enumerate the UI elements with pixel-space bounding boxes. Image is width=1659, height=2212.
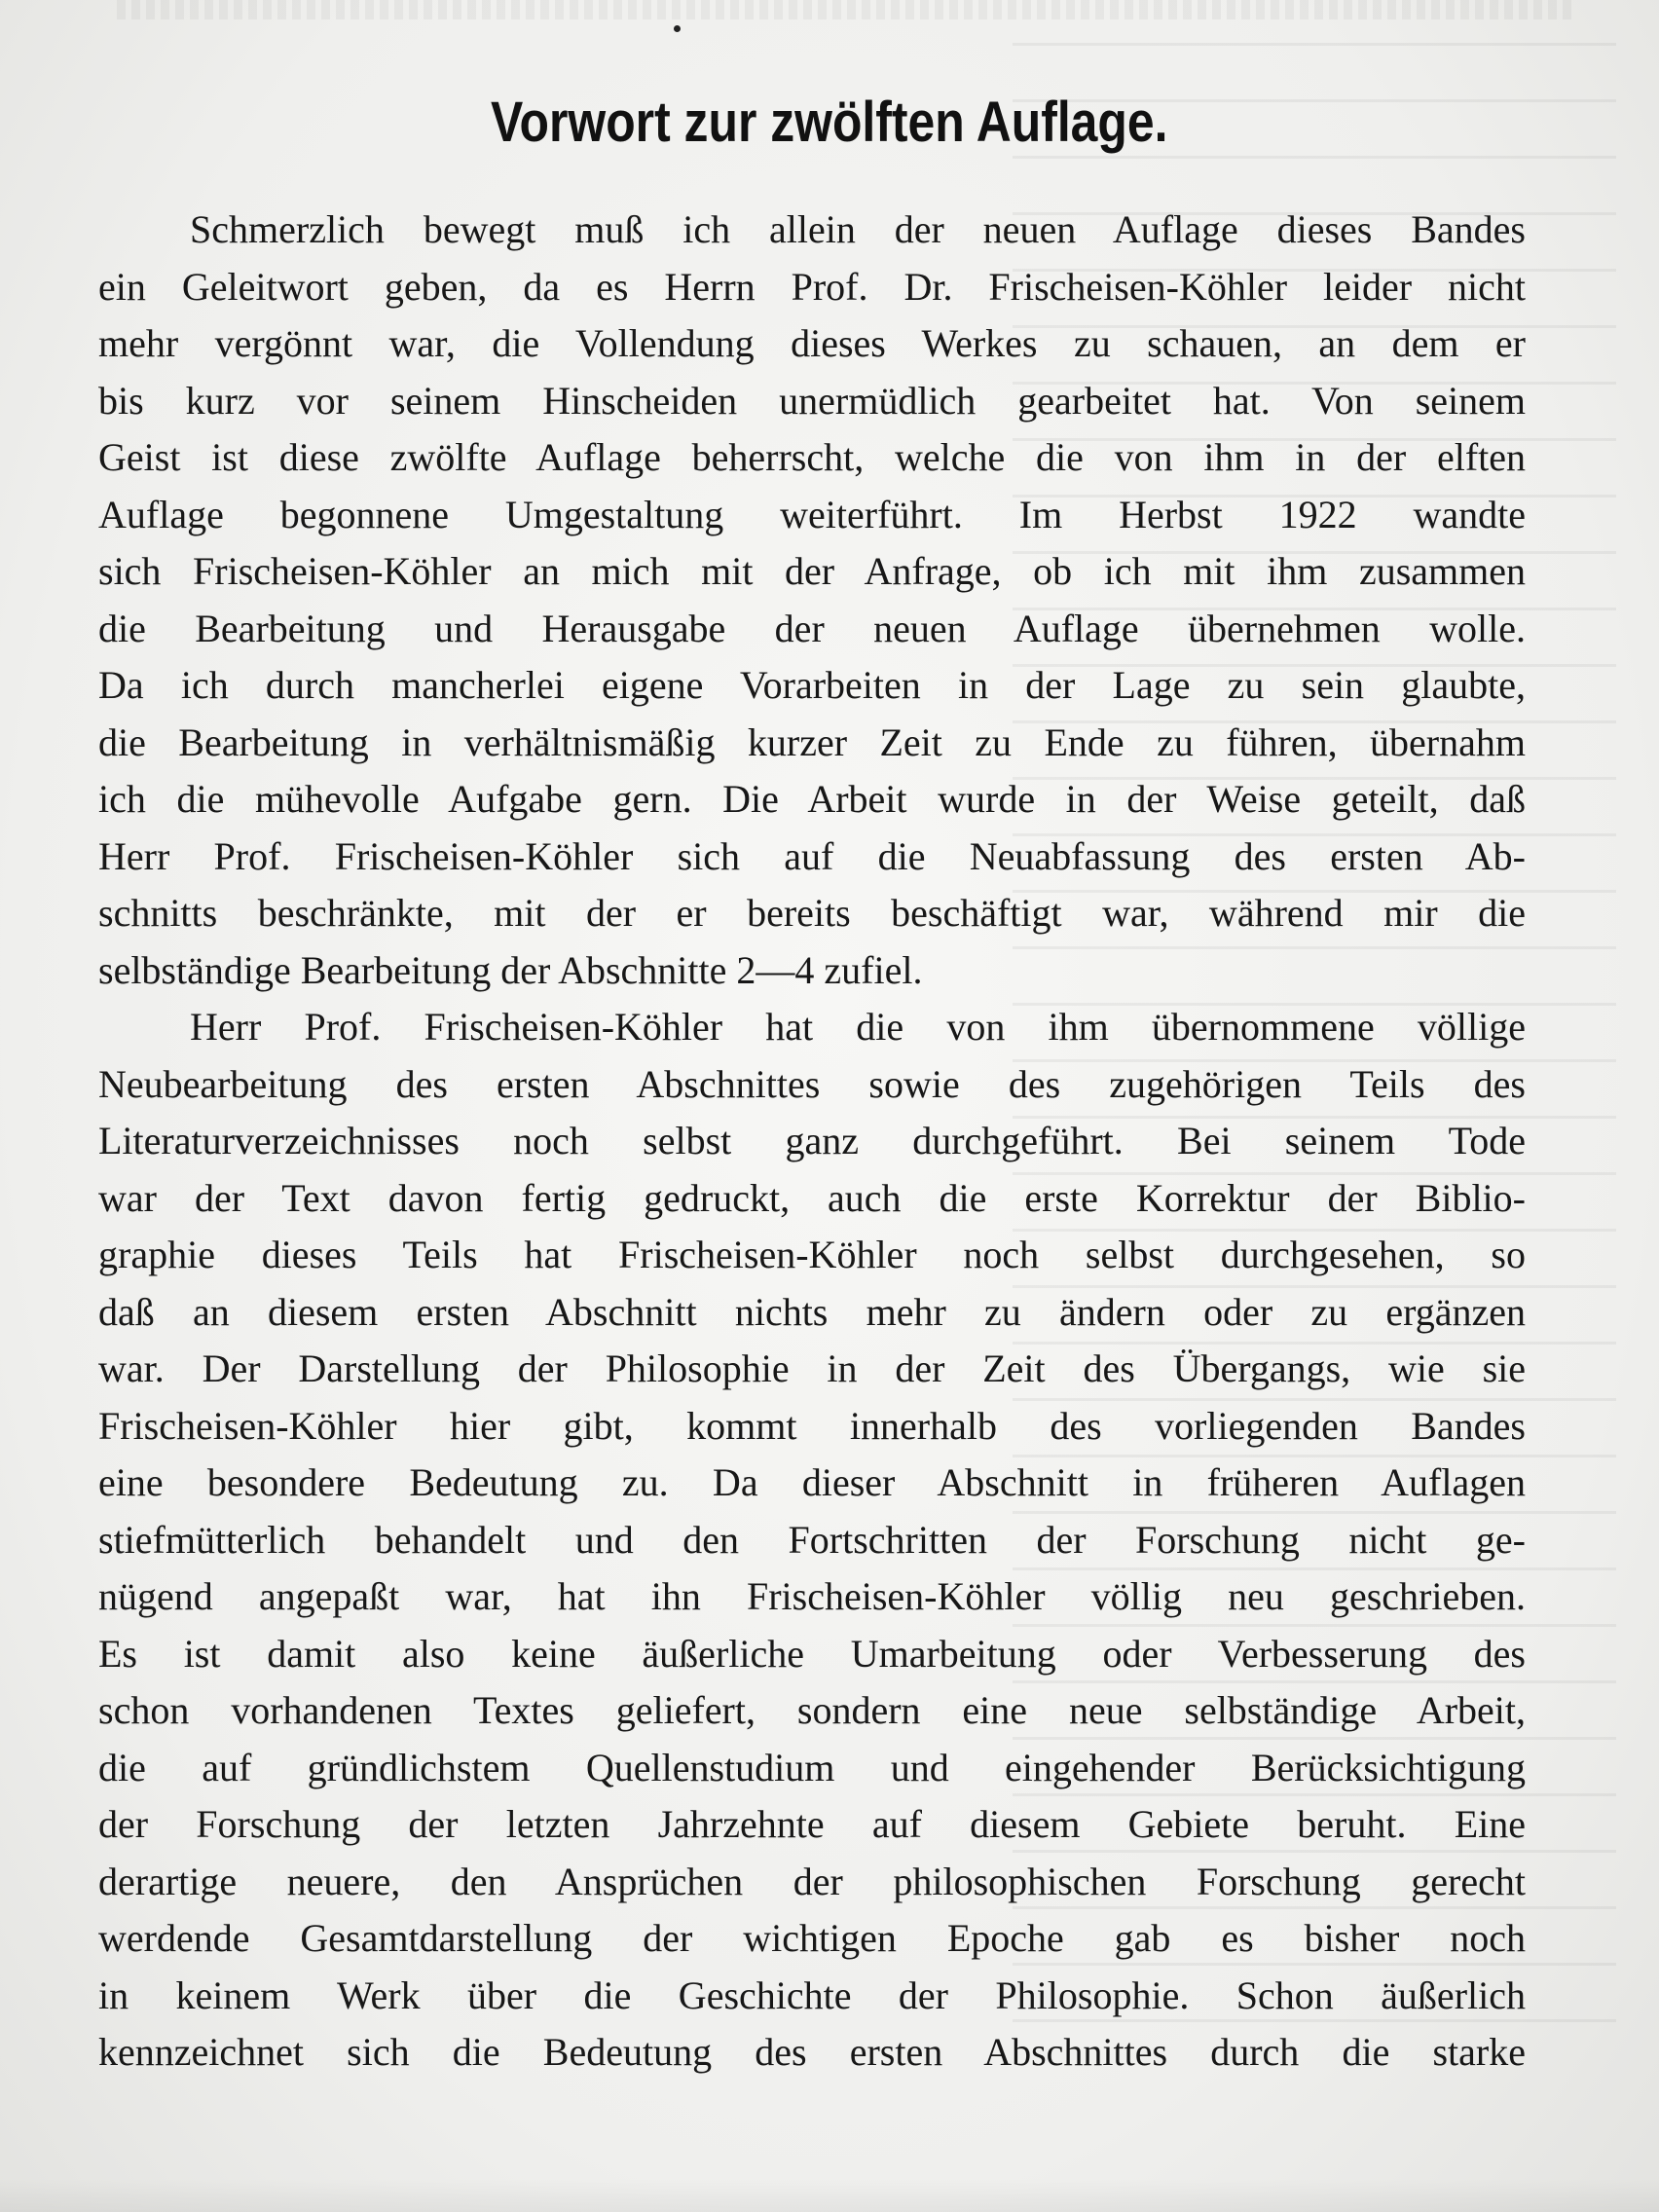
text-line: Schmerzlich bewegt muß ich allein der neuen Auflage dieses Bandes <box>190 207 1526 251</box>
text-line: Herr Prof. Frischeisen-Köhler sich auf die Neuabfassung des ersten Ab- <box>98 833 1526 878</box>
text-line: graphie dieses Teils hat Frischeisen-Köhler noch selbst durchgesehen, so <box>98 1233 1526 1276</box>
text-line: Da ich durch mancherlei eigene Vorarbeiten in der Lage zu sein glaubte, <box>98 663 1526 707</box>
text-line: bis kurz vor seinem Hinscheiden unermüdlich gearbeitet hat. Von seinem <box>98 378 1526 423</box>
text-line: Geist ist diese zwölfte Auflage beherrscht, welche die von ihm in der elften <box>98 435 1526 479</box>
body-text <box>98 202 1526 2082</box>
text-line: selbständige Bearbeitung der Abschnitte 2—4 zufiel. <box>98 947 923 992</box>
text-line: die Bearbeitung und Herausgabe der neuen Auflage übernehmen wolle. <box>98 606 1526 650</box>
text-line: der Forschung der letzten Jahrzehnte auf diesem Gebiete beruht. Eine <box>98 1802 1526 1846</box>
text-line: kennzeichnet sich die Bedeutung des ersten Abschnittes durch die starke <box>98 2030 1526 2074</box>
text-line: ein Geleitwort geben, da es Herrn Prof. Dr. Frischeisen-Köhler leider nicht <box>98 264 1526 309</box>
paragraph-1 <box>98 202 1526 999</box>
text-line: in keinem Werk über die Geschichte der Philosophie. Schon äußerlich <box>98 1972 1526 2017</box>
page-title: Vorwort zur zwölften Auflage. <box>490 91 1168 154</box>
text-line: eine besondere Bedeutung zu. Da dieser Abschnitt in früheren Auflagen <box>98 1460 1526 1504</box>
text-line: Literaturverzeichnisses noch selbst ganz durchgeführt. Bei seinem Tode <box>98 1119 1526 1162</box>
text-line: daß an diesem ersten Abschnitt nichts mehr zu ändern oder zu ergänzen <box>98 1289 1526 1334</box>
text-line: war der Text davon fertig gedruckt, auch die erste Korrektur der Biblio- <box>98 1175 1526 1220</box>
text-line: war. Der Darstellung der Philosophie in der Zeit des Übergangs, wie sie <box>98 1346 1526 1390</box>
text-line: werdende Gesamtdarstellung der wichtigen Epoche gab es bisher noch <box>98 1916 1526 1960</box>
text-line: die auf gründlichstem Quellenstudium und eingehender Berücksichtigung <box>98 1745 1526 1789</box>
text-line: schon vorhandenen Textes geliefert, sondern eine neue selbständige Arbeit, <box>98 1688 1526 1732</box>
page-edge-shadow <box>0 2179 1659 2212</box>
ink-speck <box>674 25 681 32</box>
text-line: die Bearbeitung in verhältnismäßig kurzer Zeit zu Ende zu führen, übernahm <box>98 719 1526 764</box>
text-line: derartige neuere, den Ansprüchen der philosophischen Forschung gerecht <box>98 1859 1526 1903</box>
text-line: Es ist damit also keine äußerliche Umarbeitung oder Verbesserung des <box>98 1631 1526 1676</box>
text-line: ich die mühevolle Aufgabe gern. Die Arbeit wurde in der Weise geteilt, daß <box>98 777 1526 821</box>
bleed-through-top <box>117 0 1577 19</box>
text-line: stiefmütterlich behandelt und den Fortschritten der Forschung nicht ge- <box>98 1517 1526 1562</box>
paragraph-2 <box>98 999 1526 2082</box>
text-line: Neubearbeitung des ersten Abschnittes sowie des zugehörigen Teils des <box>98 1061 1526 1106</box>
text-line: schnitts beschränkte, mit der er bereits beschäftigt war, während mir die <box>98 891 1526 935</box>
text-line: sich Frischeisen-Köhler an mich mit der Anfrage, ob ich mit ihm zusammen <box>98 549 1526 593</box>
text-line: mehr vergönnt war, die Vollendung dieses Werkes zu schauen, an dem er <box>98 321 1526 365</box>
text-line: Herr Prof. Frischeisen-Köhler hat die von ihm übernommene völlige <box>190 1005 1526 1049</box>
text-line: Frischeisen-Köhler hier gibt, kommt innerhalb des vorliegenden Bandes <box>98 1403 1526 1448</box>
text-line: Auflage begonnene Umgestaltung weiterführt. Im Herbst 1922 wandte <box>98 492 1526 536</box>
text-line: nügend angepaßt war, hat ihn Frischeisen-Köhler völlig neu geschrieben. <box>98 1574 1526 1618</box>
